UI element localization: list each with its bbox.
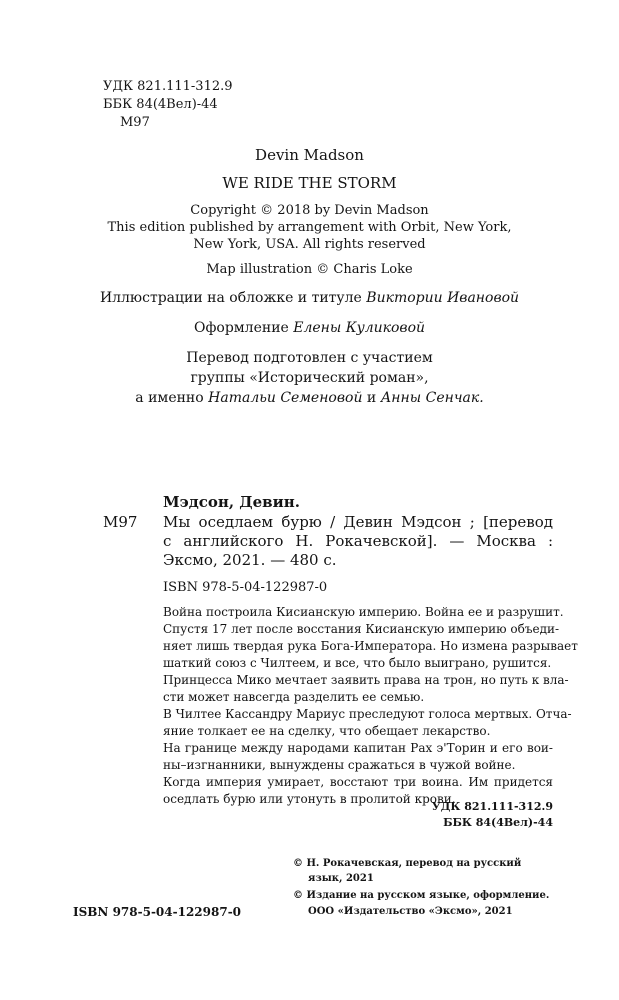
annotation-line: В Чилтее Кассандру Мариус преследуют голоса мертвых. Отча-	[163, 707, 572, 721]
translator-name: Анны Сенчак.	[380, 390, 484, 406]
catalog-entry-line: Мы оседлаем бурю / Девин Мэдсон ; [перевод	[163, 513, 553, 531]
annotation-line: сти может навсегда разделить ее семью.	[163, 690, 425, 704]
footer-isbn: ISBN 978-5-04-122987-0	[73, 905, 242, 919]
design-credit: Оформление Елены Куликовой	[193, 320, 426, 336]
author-name-en: Devin Madson	[255, 146, 364, 164]
translator-name: Натальи Семеновой	[208, 390, 363, 406]
footer-copyright-line: © Н. Рокачевская, перевод на русский	[293, 858, 522, 869]
catalog-udk: УДК 821.111-312.9	[431, 800, 553, 813]
bbk-code-top: ББК 84(4Вел)-44	[103, 97, 218, 112]
annotation-line: Когда империя умирает, восстают три воина. Им придется	[163, 775, 553, 789]
catalog-entry-line: Эксмо, 2021. — 480 с.	[163, 551, 337, 569]
catalog-entry-line: с английского Н. Рокачевской]. — Москва :	[163, 532, 553, 550]
footer-copyright-line: © Издание на русском языке, оформление.	[293, 890, 550, 901]
annotation-line: На границе между народами капитан Рах э'Торин и его вои-	[163, 741, 553, 755]
copyright-line: Copyright © 2018 by Devin Madson	[190, 203, 429, 218]
translation-credit: а именно Натальи Семеновой и Анны Сенчак.	[135, 390, 484, 406]
author-mark-top: М97	[120, 115, 150, 130]
annotation-line: Спустя 17 лет после восстания Кисианскую империю объеди-	[163, 622, 560, 636]
copyright-line: New York, USA. All rights reserved	[193, 237, 426, 252]
annotation-line: Война построила Кисианскую империю. Война ее и разрушит.	[163, 605, 564, 619]
catalog-author-mark: М97	[103, 513, 138, 531]
annotation-line: яние толкает ее на сделку, что обещает лекарство.	[163, 724, 491, 738]
copyright-line: This edition published by arrangement with Orbit, New York,	[107, 220, 512, 235]
annotation-line: няет лишь твердая рука Бога-Императора. Но измена разрывает	[163, 639, 578, 653]
catalog-isbn: ISBN 978-5-04-122987-0	[163, 580, 328, 595]
footer-copyright-line: язык, 2021	[308, 873, 374, 884]
illustrator-name: Виктории Ивановой	[366, 290, 520, 306]
annotation-line: Принцесса Мико мечтает заявить права на трон, но путь к вла-	[163, 673, 569, 687]
designer-name: Елены Куликовой	[293, 320, 426, 336]
catalog-bbk: ББК 84(4Вел)-44	[443, 816, 553, 829]
annotation-line: оседлать бурю или утонуть в пролитой крови.	[163, 792, 456, 806]
annotation-line: шаткий союз с Чилтеем, и все, что было выиграно, рушится.	[163, 656, 552, 670]
book-title-en: WE RIDE THE STORM	[222, 174, 397, 192]
translation-credit: Перевод подготовлен с участием	[186, 350, 433, 366]
annotation-line: ны–изгнанники, вынуждены сражаться в чужой войне.	[163, 758, 516, 772]
catalog-heading: Мэдсон, Девин.	[163, 493, 300, 511]
illustrations-credit: Иллюстрации на обложке и титуле Виктории Ивановой	[99, 290, 520, 306]
udk-code-top: УДК 821.111-312.9	[103, 79, 233, 94]
translation-credit: группы «Исторический роман»,	[190, 370, 429, 386]
footer-copyright-line: ООО «Издательство «Эксмо», 2021	[308, 906, 513, 917]
map-credit: Map illustration © Charis Loke	[206, 262, 413, 277]
